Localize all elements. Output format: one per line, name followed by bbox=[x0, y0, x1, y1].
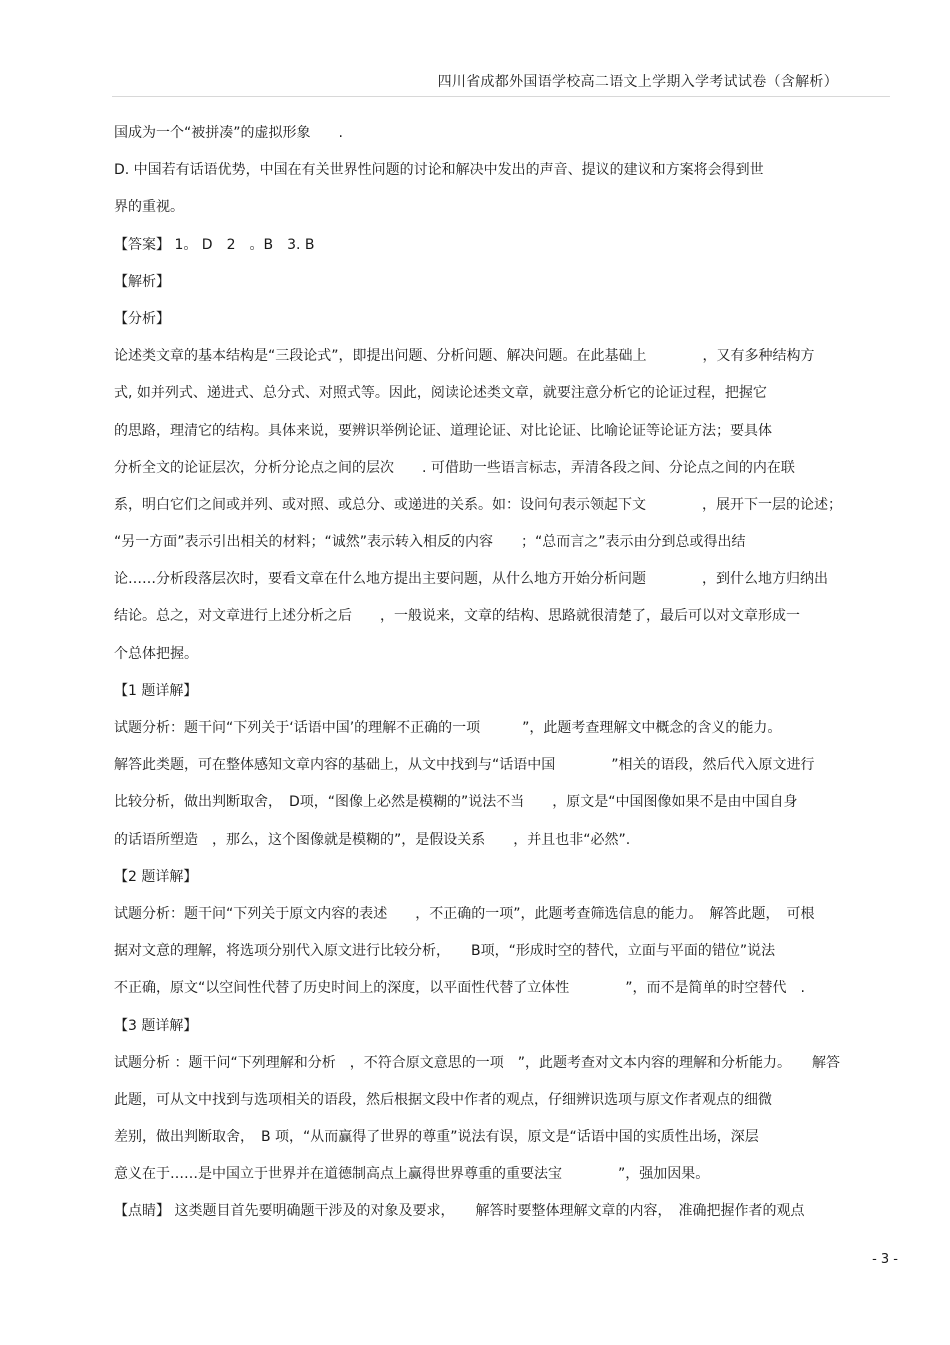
text-line: 界的重视。 bbox=[114, 199, 184, 216]
text-line: 论……分析段落层次时，要看文章在什么地方提出主要问题，从什么地方开始分析问题 ，到什么地方归纳出 bbox=[114, 571, 828, 588]
text-line: 据对文意的理解，将选项分别代入原文进行比较分析， B项，“形成时空的替代，立面与平面的错位”说法 bbox=[114, 943, 776, 960]
section-heading-q1: 【1 题详解】 bbox=[114, 682, 198, 699]
text-line: 解答此类题，可在整体感知文章内容的基础上，从文中找到与“话语中国 ”相关的语段，然后代入原文进行 bbox=[114, 757, 815, 774]
text-line: 个总体把握。 bbox=[114, 645, 198, 662]
section-heading-fenxi: 【分析】 bbox=[114, 310, 170, 327]
page-header: 四川省成都外国语学校高二语文上学期入学考试试卷（含解析） bbox=[437, 74, 838, 90]
text-line: 此题，可从文中找到与选项相关的语段，然后根据文段中作者的观点，仔细辨识选项与原文作者观点的细微 bbox=[114, 1091, 772, 1108]
text-line: “另一方面”表示引出相关的材料；“诚然”表示转入相反的内容 ；“总而言之”表示由分到总或得出结 bbox=[114, 534, 746, 551]
header-divider bbox=[112, 96, 890, 97]
text-line: 的话语所塑造 ，那么，这个图像就是模糊的”，是假设关系 ，并且也非“必然”. bbox=[114, 831, 631, 848]
text-line: 不正确，原文“以空间性代替了历史时间上的深度，以平面性代替了立体性 ”，而不是简单的时空替代 . bbox=[114, 980, 805, 997]
text-line: 试题分析：题干问“下列关于‘话语中国’的理解不正确的一项 ”，此题考查理解文中概念的含义的能力。 bbox=[114, 720, 782, 736]
dianjing-line: 【点睛】 这类题目首先要明确题干涉及的对象及要求， 解答时要整体理解文章的内容， 准确把握作者的观点 bbox=[114, 1203, 805, 1220]
page-number: - 3 - bbox=[872, 1252, 898, 1267]
text-line: 意义在于……是中国立于世界并在道德制高点上赢得世界尊重的重要法宝 ”，强加因果。 bbox=[114, 1166, 710, 1183]
text-line: 结论。总之，对文章进行上述分析之后 ，一般说来，文章的结构、思路就很清楚了，最后可以对文章形成一 bbox=[114, 608, 800, 625]
text-line: 试题分析 ：题干问“下列理解和分析 ，不符合原文意思的一项 ”，此题考查对文本内容的理解和分析能力。 解答 bbox=[114, 1054, 840, 1071]
text-line: 式, 如并列式、递进式、总分式、对照式等。因此，阅读论述类文章，就要注意分析它的论证过程，把握它 bbox=[114, 385, 767, 402]
text-line: 系，明白它们之间或并列、或对照、或总分、或递进的关系。如：设问句表示领起下文 ，展开下一层的论述； bbox=[114, 496, 842, 513]
text-line: 差别，做出判断取舍， B 项，“从而赢得了世界的尊重”说法有误，原文是“话语中国的实质性出场，深层 bbox=[114, 1129, 759, 1146]
section-heading-q2: 【2 题详解】 bbox=[114, 868, 198, 885]
text-line: 论述类文章的基本结构是“三段论式”，即提出问题、分析问题、解决问题。在此基础上 ，又有多种结构方 bbox=[114, 348, 815, 365]
body-text bbox=[114, 122, 904, 1238]
section-heading-jiexi: 【解析】 bbox=[114, 273, 170, 290]
text-line: D. 中国若有话语优势，中国在有关世界性问题的讨论和解决中发出的声音、提议的建议和方案将会得到世 bbox=[114, 162, 764, 179]
section-heading-q3: 【3 题详解】 bbox=[114, 1017, 198, 1034]
text-line: 国成为一个“被拼凑”的虚拟形象 . bbox=[114, 125, 343, 141]
text-line: 的思路，理清它的结构。具体来说，要辨识举例论证、道理论证、对比论证、比喻论证等论证方法；要具体 bbox=[114, 422, 772, 439]
text-line: 分析全文的论证层次，分析分论点之间的层次 . 可借助一些语言标志，弄清各段之间、分论点之间的内在联 bbox=[114, 459, 795, 476]
answer-line: 【答案】 1。 D 2 。B 3. B bbox=[114, 236, 315, 253]
text-line: 比较分析，做出判断取舍， D项，“图像上必然是模糊的”说法不当 ，原文是“中国图像如果不是由中国自身 bbox=[114, 794, 798, 811]
text-line: 试题分析：题干问“下列关于原文内容的表述 ，不正确的一项”，此题考查筛选信息的能力。 解答此题， 可根 bbox=[114, 905, 815, 922]
